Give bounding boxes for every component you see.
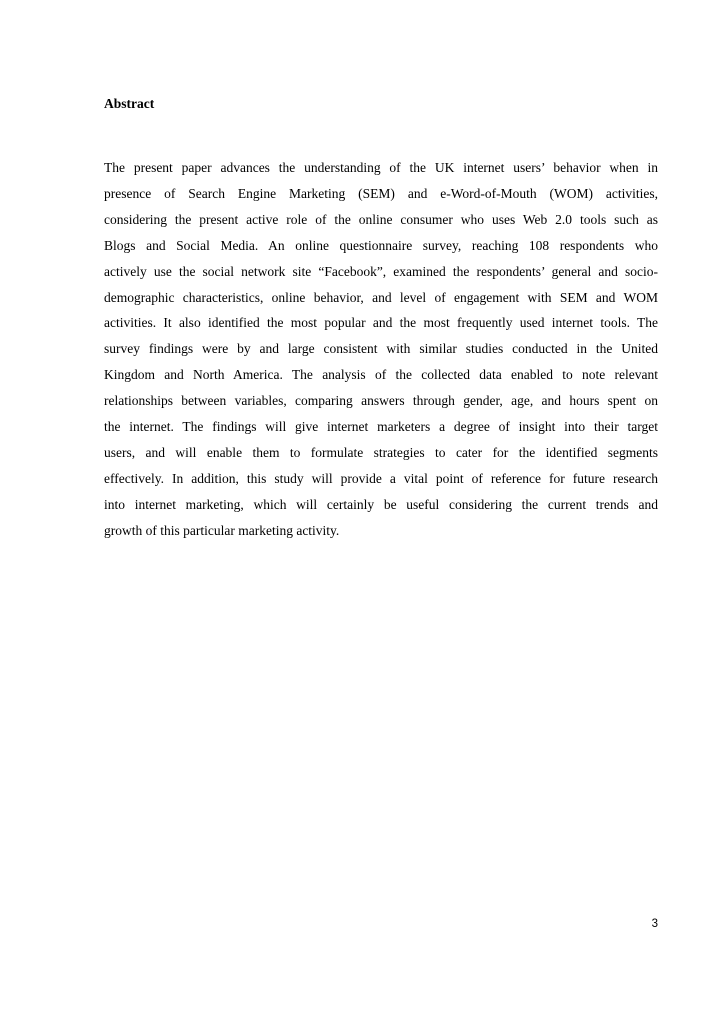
abstract-line: users, and will enable them to formulate strategies to cater for the identified segments <box>104 444 658 460</box>
abstract-line: demographic characteristics, online behavior, and level of engagement with SEM and WOM <box>104 289 658 305</box>
abstract-line: survey findings were by and large consistent with similar studies conducted in the United <box>104 341 658 357</box>
abstract-line: considering the present active role of the online consumer who uses Web 2.0 tools such as <box>104 211 658 227</box>
abstract-line: the internet. The findings will give internet marketers a degree of insight into their target <box>104 419 658 435</box>
abstract-line: actively use the social network site “Facebook”, examined the respondents’ general and socio- <box>104 263 658 279</box>
abstract-heading: Abstract <box>104 96 155 111</box>
abstract-line: The present paper advances the understanding of the UK internet users’ behavior when in <box>104 160 658 175</box>
abstract-line: Blogs and Social Media. An online questionnaire survey, reaching 108 respondents who <box>104 237 658 253</box>
abstract-line: effectively. In addition, this study will provide a vital point of reference for future research <box>104 470 658 486</box>
abstract-body <box>104 155 658 544</box>
abstract-line: into internet marketing, which will certainly be useful considering the current trends and <box>104 496 658 512</box>
abstract-line: Kingdom and North America. The analysis of the collected data enabled to note relevant <box>104 367 658 383</box>
abstract-line: relationships between variables, comparing answers through gender, age, and hours spent on <box>104 393 658 409</box>
page-number: 3 <box>651 918 658 930</box>
abstract-line-last: growth of this particular marketing activity. <box>104 522 340 538</box>
abstract-line: presence of Search Engine Marketing (SEM) and e-Word-of-Mouth (WOM) activities, <box>104 185 658 201</box>
abstract-line: activities. It also identified the most popular and the most frequently used internet tools. The <box>104 315 658 331</box>
